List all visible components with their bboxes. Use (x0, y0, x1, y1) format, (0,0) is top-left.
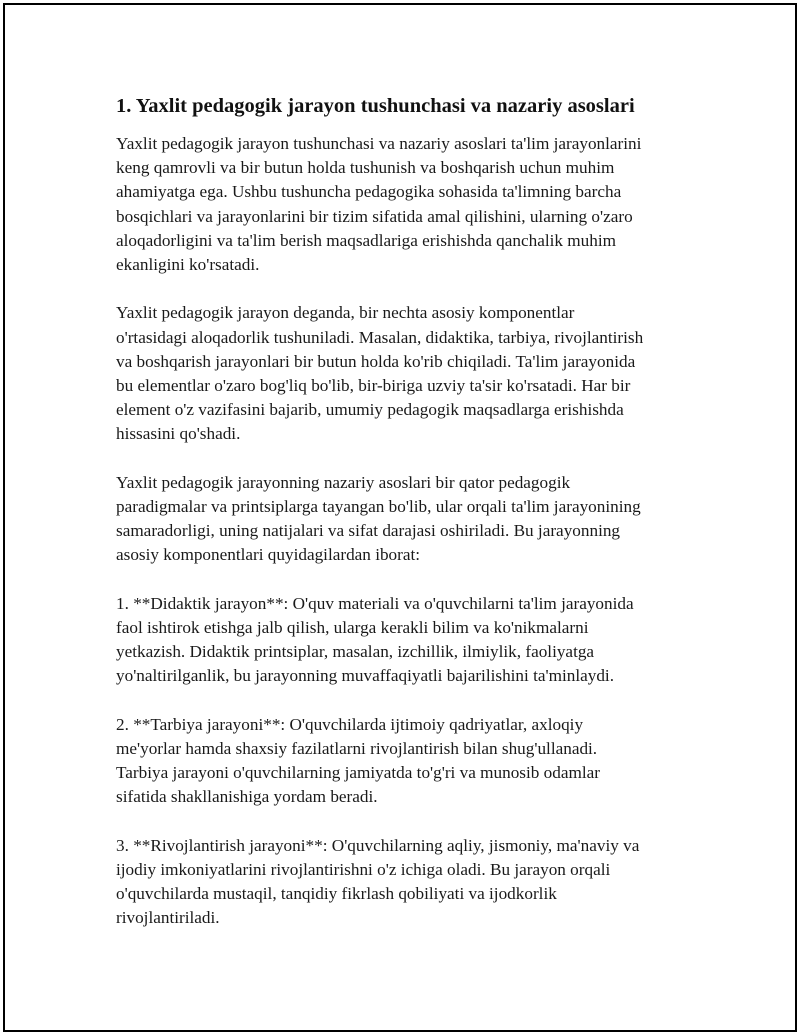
paragraph-components: Yaxlit pedagogik jarayon deganda, bir nechta asosiy komponentlar o'rtasidagi aloqadorlik tushuniladi. Masalan, didaktika, tarbiya, rivojlantirish va boshqarish jarayonlari bir butun holda ko'rib chiqiladi. Ta'lim jarayonida bu elementlar o'zaro bog'liq bo'lib, bir-biriga uzviy ta'sir ko'rsatadi. Har bir element o'z vazifasini bajarib, umumiy pedagogik maqsadlarga erishishda hissasini qo'shadi. (116, 303, 644, 444)
list-item-development: 3. **Rivojlantirish jarayoni**: O'quvchilarning aqliy, jismoniy, ma'naviy va ijodiy imkoniyatlarini rivojlantirishni o'z ichiga oladi. Bu jarayon orqali o'quvchilarda mustaqil, tanqidiy fikrlash qobiliyati va ijodkorlik rivojlantiriladi. (116, 835, 640, 928)
list-item-didactic: 1. **Didaktik jarayon**: O'quv materiali va o'quvchilarni ta'lim jarayonida faol ishtirok etishga jalb qilish, ularga kerakli bilim va ko'nikmalarni yetkazish. Didaktik printsiplar, masalan, izchillik, ilmiylik, faoliyatga yo'naltirilganlik, bu jarayonning muvaffaqiyatli bajarilishini ta'minlaydi. (116, 593, 634, 686)
list-item-upbringing: 2. **Tarbiya jarayoni**: O'quvchilarda ijtimoiy qadriyatlar, axloqiy me'yorlar hamda shaxsiy fazilatlarni rivojlantirish bilan shug'ullanadi. Tarbiya jarayoni o'quvchilarning jamiyatda to'g'ri va munosib odamlar sifatida shakllanishiga yordam beradi. (116, 714, 600, 807)
section-heading: 1. Yaxlit pedagogik jarayon tushunchasi va nazariy asoslari (116, 95, 635, 117)
paragraph-intro: Yaxlit pedagogik jarayon tushunchasi va nazariy asoslari ta'lim jarayonlarini keng qamrovli va bir butun holda tushunish va boshqarish uchun muhim ahamiyatga ega. Ushbu tushuncha pedagogika sohasida ta'limning barcha bosqichlari va jarayonlarini bir tizim sifatida amal qilishini, ularning o'zaro aloqadorligini va ta'lim berish maqsadlariga erishishda qanchalik muhim ekanligini ko'rsatadi. (116, 134, 642, 275)
document-body (116, 92, 696, 955)
paragraph-theory: Yaxlit pedagogik jarayonning nazariy asoslari bir qator pedagogik paradigmalar va printsiplarga tayangan bo'lib, ular orqali ta'lim jarayonining samaradorligi, uning natijalari va sifat darajasi oshiriladi. Bu jarayonning asosiy komponentlari quyidagilardan iborat: (116, 472, 641, 565)
